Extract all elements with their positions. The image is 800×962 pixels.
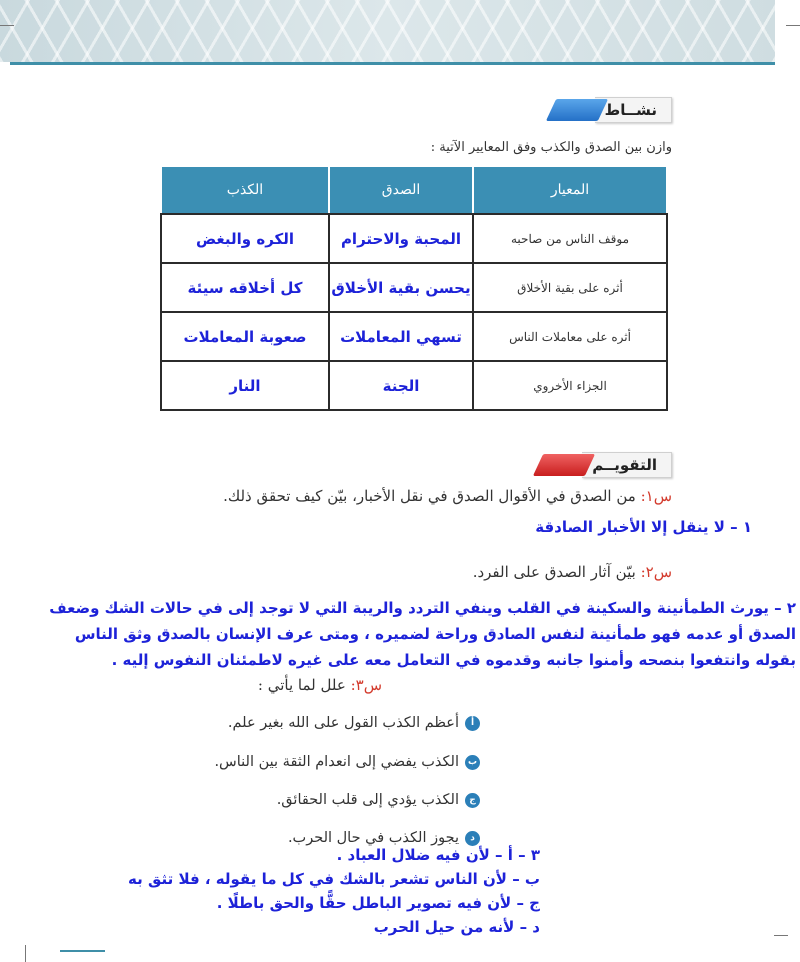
comparison-table bbox=[160, 165, 668, 411]
activity-tab-label: نشــاط bbox=[595, 97, 672, 123]
criterion-cell: أثره على بقية الأخلاق bbox=[473, 263, 667, 312]
reason-item bbox=[214, 754, 480, 770]
activity-flag-icon bbox=[545, 99, 607, 121]
crop-mark bbox=[774, 935, 788, 936]
crop-mark bbox=[786, 25, 800, 26]
lie-cell: كل أخلاقه سيئة bbox=[161, 263, 329, 312]
truth-cell: تسهي المعاملات bbox=[329, 312, 473, 361]
question-number: س١: bbox=[640, 487, 672, 505]
reason-text: أعظم الكذب القول على الله بغير علم. bbox=[227, 715, 459, 731]
table-row bbox=[161, 312, 667, 361]
lie-cell: النار bbox=[161, 361, 329, 410]
answer-2-line-2: الصدق أو عدمه فهو طمأنينة لنفس الصادق وراحة لضميره ، ومتى عرف الإنسان بالصدق وثق الناس bbox=[74, 625, 796, 643]
table-header-row bbox=[161, 166, 667, 214]
decorative-header-pattern bbox=[0, 0, 775, 62]
evaluation-section-tab bbox=[538, 452, 672, 478]
table-row bbox=[161, 263, 667, 312]
header-lie: الكذب bbox=[161, 166, 329, 214]
reason-text: الكذب يؤدي إلى قلب الحقائق. bbox=[276, 792, 459, 808]
question-number: س٢: bbox=[640, 563, 672, 581]
reason-item bbox=[277, 792, 480, 808]
answer-1: ١ – لا ينقل إلا الأخبار الصادقة bbox=[535, 518, 752, 536]
answer-3-line-2: ب – لأن الناس تشعر بالشك في كل ما يقوله ، فلا تثق به bbox=[128, 870, 540, 888]
answer-3-line-4: د – لأنه من حيل الحرب bbox=[373, 918, 540, 936]
reason-text: يجوز الكذب في حال الحرب. bbox=[287, 830, 459, 846]
header-criterion: المعيار bbox=[473, 166, 667, 214]
answer-2-line-3: بقوله وانتفعوا بنصحه وأمنوا جانبه وقدموه في التعامل معه على غيره لاطمئنان النفوس إليه . bbox=[111, 651, 796, 669]
truth-cell: الجنة bbox=[329, 361, 473, 410]
lie-cell: الكره والبغض bbox=[161, 214, 329, 263]
truth-cell: يحسن بقية الأخلاق bbox=[329, 263, 473, 312]
question-text: من الصدق في الأقوال الصدق في نقل الأخبار، بيّن كيف تحقق ذلك. bbox=[223, 487, 636, 505]
criterion-cell: موقف الناس من صاحبه bbox=[473, 214, 667, 263]
reason-text: الكذب يفضي إلى انعدام الثقة بين الناس. bbox=[214, 754, 459, 770]
item-badge-icon: أ bbox=[465, 716, 480, 731]
activity-instruction: وازن بين الصدق والكذب وفق المعايير الآتية : bbox=[430, 140, 672, 155]
question-number: س٣: bbox=[350, 676, 382, 694]
answer-3-line-3: ج – لأن فيه تصوير الباطل حقًّا والحق باطلًا . bbox=[216, 894, 540, 912]
answer-3-line-1: ٣ – أ – لأن فيه ضلال العباد . bbox=[336, 846, 540, 864]
question-1 bbox=[223, 487, 672, 505]
question-text: بيّن آثار الصدق على الفرد. bbox=[472, 563, 636, 581]
header-divider bbox=[10, 62, 775, 65]
lie-cell: صعوبة المعاملات bbox=[161, 312, 329, 361]
reason-item bbox=[228, 715, 480, 731]
question-3 bbox=[258, 676, 382, 694]
truth-cell: المحبة والاحترام bbox=[329, 214, 473, 263]
item-badge-icon: ج bbox=[465, 793, 480, 808]
criterion-cell: أثره على معاملات الناس bbox=[473, 312, 667, 361]
table-row bbox=[161, 214, 667, 263]
table-row bbox=[161, 361, 667, 410]
item-badge-icon: د bbox=[465, 831, 480, 846]
question-text: علل لما يأتي : bbox=[257, 676, 346, 694]
crop-mark bbox=[25, 945, 26, 962]
criterion-cell: الجزاء الأخروي bbox=[473, 361, 667, 410]
question-2 bbox=[473, 563, 672, 581]
crop-mark bbox=[0, 25, 14, 26]
item-badge-icon: ب bbox=[465, 755, 480, 770]
evaluation-flag-icon bbox=[533, 454, 595, 476]
header-truth: الصدق bbox=[329, 166, 473, 214]
answer-2-line-1: ٢ – يورث الطمأنينة والسكينة في القلب وينفي التردد والريبة التي لا توجد إلى في حالات الشك وضعف bbox=[49, 599, 796, 617]
footer-rule bbox=[60, 950, 105, 952]
evaluation-tab-label: التقويــم bbox=[582, 452, 672, 478]
activity-section-tab bbox=[551, 97, 672, 123]
